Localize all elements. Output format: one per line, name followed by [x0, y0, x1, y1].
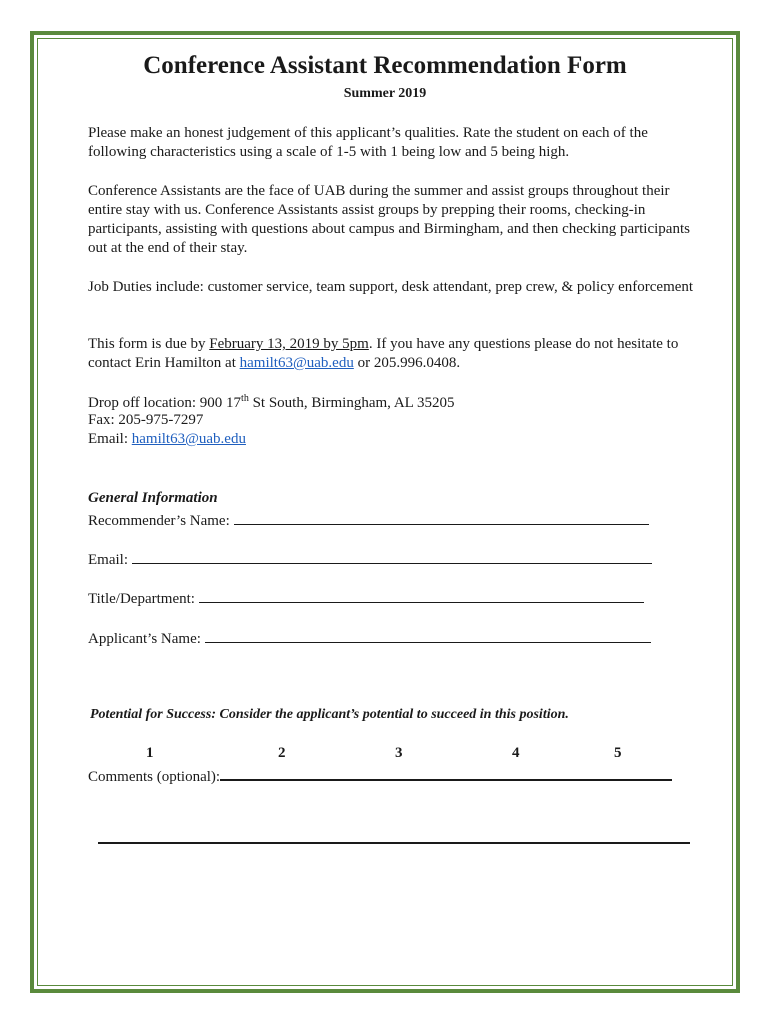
title-department-row: [88, 588, 644, 608]
comments-label: Comments (optional):: [88, 769, 221, 785]
recommender-name-row: [88, 510, 649, 530]
intro-paragraph: Please make an honest judgement of this applicant’s qualities. Rate the student on each of the following characteristics using a scale of 1-5 with 1 being low and 5 being high.: [88, 125, 648, 160]
email-line: [88, 431, 246, 448]
email-line-label: Email:: [88, 431, 132, 447]
applicant-name-field[interactable]: [205, 628, 651, 643]
applicant-name-row: [88, 628, 651, 648]
form-subtitle: Summer 2019: [343, 86, 427, 101]
rating-option-2[interactable]: 2: [278, 745, 286, 761]
comments-field[interactable]: [220, 765, 672, 781]
fax-line: Fax: 205-975-7297: [88, 412, 204, 428]
due-prefix: This form is due by: [88, 336, 210, 352]
comments-extra-line[interactable]: [98, 842, 690, 844]
title-department-field[interactable]: [199, 588, 644, 603]
title-department-label: Title/Department:: [88, 591, 199, 607]
rating-option-4[interactable]: 4: [512, 745, 520, 761]
contact-email-link[interactable]: hamilt63@uab.edu: [239, 355, 354, 371]
form-title: Conference Assistant Recommendation Form: [143, 52, 627, 79]
rating-option-1[interactable]: 1: [146, 745, 154, 761]
due-middle: . If you have any questions please do not hesitate to contact Erin Hamilton at: [88, 336, 679, 371]
rating-option-3[interactable]: 3: [395, 745, 403, 761]
due-paragraph: [88, 335, 698, 373]
duties-paragraph: Job Duties include: customer service, team support, desk attendant, prep crew, & policy enforcement: [88, 279, 694, 295]
email-field[interactable]: [132, 549, 652, 564]
dropoff-sup: th: [241, 393, 249, 404]
dropoff-prefix: Drop off location: 900 17: [88, 395, 242, 411]
email-field-label: Email:: [88, 552, 132, 568]
about-paragraph: Conference Assistants are the face of UAB during the summer and assist groups throughout their entire stay with us. Conference Assistants assist groups by prepping their rooms, checking-in participants, assisting with questions about campus and Birmingham, and then checking participants out at the end of their stay.: [88, 183, 690, 256]
applicant-name-label: Applicant’s Name:: [88, 631, 205, 647]
rating-option-5[interactable]: 5: [614, 745, 622, 761]
due-date: February 13, 2019 by 5pm: [209, 336, 369, 352]
due-suffix: or 205.996.0408.: [353, 355, 461, 371]
comments-row: [88, 765, 672, 786]
dropoff-location: [88, 393, 455, 412]
recommender-name-label: Recommender’s Name:: [88, 513, 234, 529]
email-row: [88, 549, 652, 569]
general-info-heading: General Information: [88, 490, 218, 506]
dropoff-suffix: St South, Birmingham, AL 35205: [248, 395, 455, 411]
potential-heading: Potential for Success: Consider the applicant’s potential to succeed in this position.: [90, 707, 569, 722]
recommender-name-field[interactable]: [234, 510, 649, 525]
email-line-link[interactable]: hamilt63@uab.edu: [131, 431, 246, 447]
